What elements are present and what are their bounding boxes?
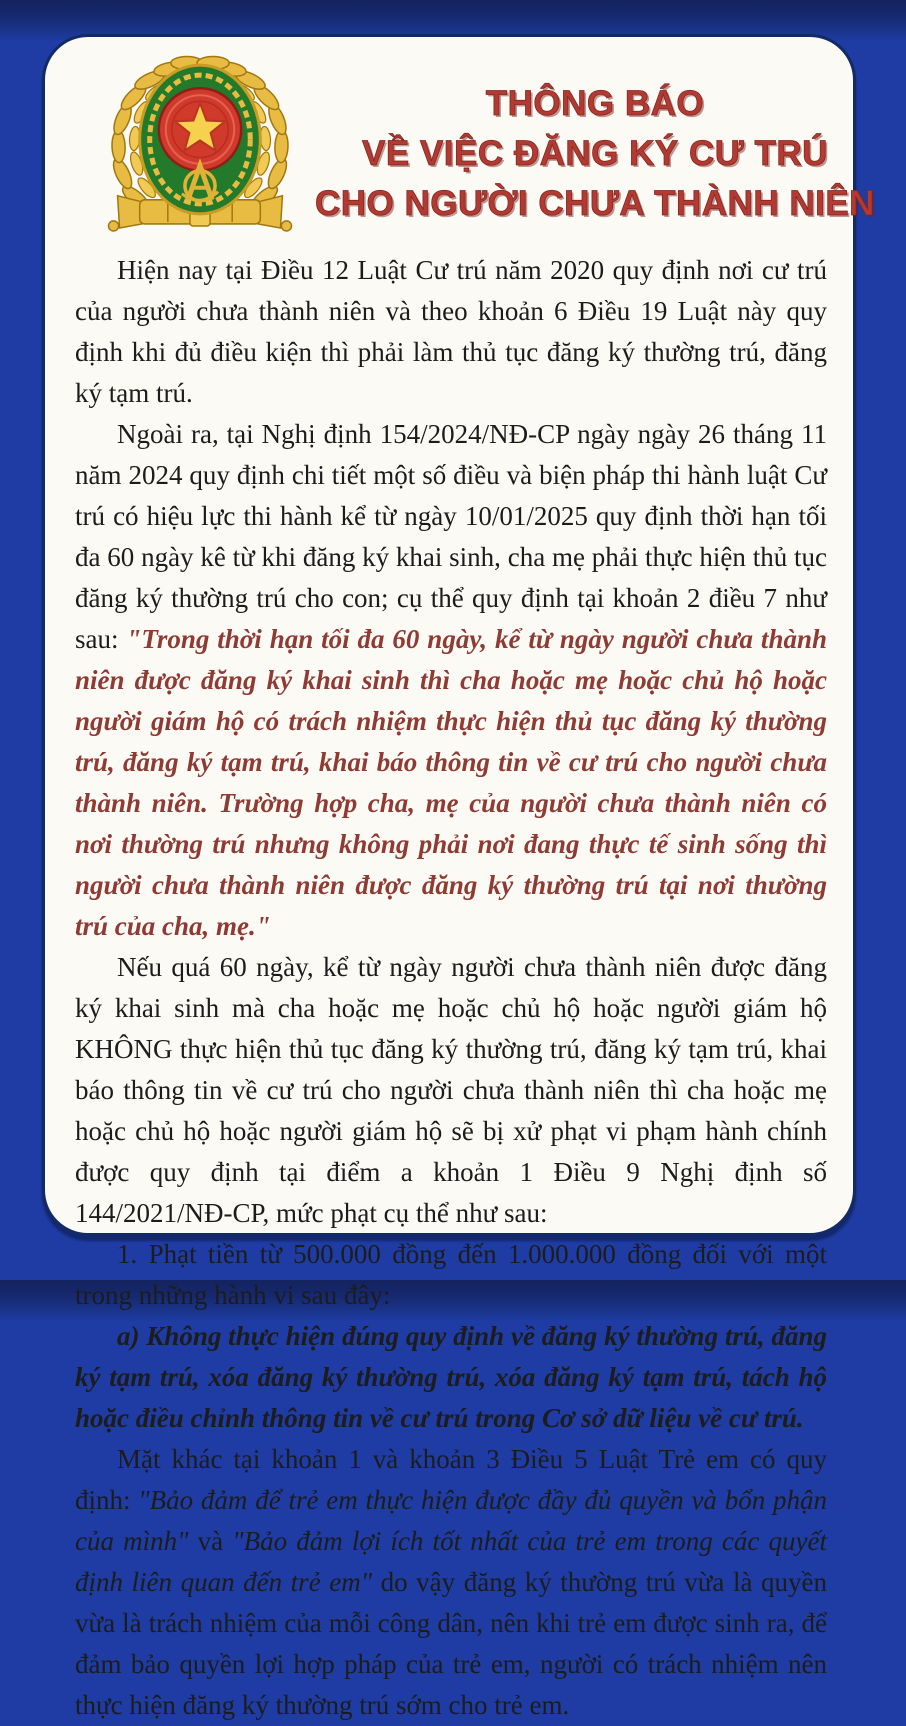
text-segment: Nếu quá 60 ngày, kể từ ngày người chưa thành niên được đăng ký khai sinh mà cha hoặc mẹ hoặc chủ hộ hoặc người giám hộ KHÔNG thực hiện thủ tục đăng ký thường trú, đăng ký tạm trú, khai báo thông tin về cư trú cho người chưa thành niên thì cha hoặc mẹ hoặc chủ hộ hoặc người giám hộ sẽ bị xử phạt vi phạm hành chính được quy định tại điểm a khoản 1 Điều 9 Nghị định số 144/2021/NĐ-CP, mức phạt cụ thể như sau:: [75, 952, 827, 1228]
text-segment: "Trong thời hạn tối đa 60 ngày, kể từ ngày người chưa thành niên được đăng ký khai sinh thì cha hoặc mẹ hoặc chủ hộ hoặc người giám hộ có trách nhiệm thực hiện thủ tục đăng ký thường trú, đăng ký tạm trú, khai báo thông tin về cư trú cho người chưa thành niên. Trường hợp cha, mẹ của người chưa thành niên có nơi thường trú nhưng không phải nơi đang thực tế sinh sống thì người chưa thành niên được đăng ký thường trú tại nơi thường trú của cha, mẹ.": [75, 624, 827, 941]
text-segment: "Bảo đảm để trẻ em thực hiện được đầy đủ quyền và bổn phận của mình": [75, 1485, 827, 1556]
text-segment: Mặt khác tại khoản 1 và khoản 3 Điều 5 Luật Trẻ em có quy định:: [75, 1444, 827, 1515]
paragraph: [75, 414, 827, 947]
text-segment: a) Không thực hiện đúng quy định về đăng ký thường trú, đăng ký tạm trú, xóa đăng ký thường trú, xóa đăng ký tạm trú, tách hộ hoặc điều chỉnh thông tin về cư trú trong Cơ sở dữ liệu về cư trú.: [75, 1321, 827, 1433]
paragraph: [75, 1316, 827, 1439]
emblem-container: [89, 49, 311, 240]
paragraph: [75, 947, 827, 1234]
text-segment: Ngoài ra, tại Nghị định 154/2024/NĐ-CP ngày ngày 26 tháng 11 năm 2024 quy định chi tiết một số điều và biện pháp thi hành luật Cư trú có hiệu lực thi hành kể từ ngày 10/01/2025 quy định thời hạn tối đa 60 ngày kê từ khi đăng ký khai sinh, cha mẹ phải thực hiện thủ tục đăng ký thường trú cho con; cụ thể quy định tại khoản 2 điều 7 như sau:: [75, 419, 827, 654]
document-body: [45, 240, 853, 1726]
public-security-emblem-icon: [89, 49, 311, 235]
paragraph: [75, 1234, 827, 1316]
text-segment: "Bảo đảm lợi ích tốt nhất của trẻ em trong các quyết định liên quan đến trẻ em": [75, 1526, 827, 1597]
paragraph: [75, 1439, 827, 1726]
announcement-card: [42, 34, 875, 1720]
text-segment: 1. Phạt tiền từ 500.000 đồng đến 1.000.000 đồng đối với một trong những hành vi sau đây:: [75, 1239, 827, 1310]
text-segment: và: [188, 1526, 233, 1556]
announcement-header: [45, 37, 875, 240]
title-line-2: VỀ VIỆC ĐĂNG KÝ CƯ TRÚ: [362, 134, 828, 173]
paragraph: [75, 250, 827, 414]
announcement-title: [311, 49, 891, 229]
text-segment: do vậy đăng ký thường trú vừa là quyền vừa là trách nhiệm của mỗi công dân, nên khi trẻ em được sinh ra, để đảm bảo quyền lợi hợp pháp của trẻ em, người có trách nhiệm nên thực hiện đăng ký thường trú sớm cho trẻ em.: [75, 1567, 827, 1720]
title-line-3: CHO NGƯỜI CHƯA THÀNH NIÊN: [315, 184, 875, 223]
text-segment: Hiện nay tại Điều 12 Luật Cư trú năm 2020 quy định nơi cư trú của người chưa thành niên và theo khoản 6 Điều 19 Luật này quy định khi đủ điều kiện thì phải làm thủ tục đăng ký thường trú, đăng ký tạm trú.: [75, 255, 827, 408]
title-line-1: THÔNG BÁO: [485, 84, 705, 123]
